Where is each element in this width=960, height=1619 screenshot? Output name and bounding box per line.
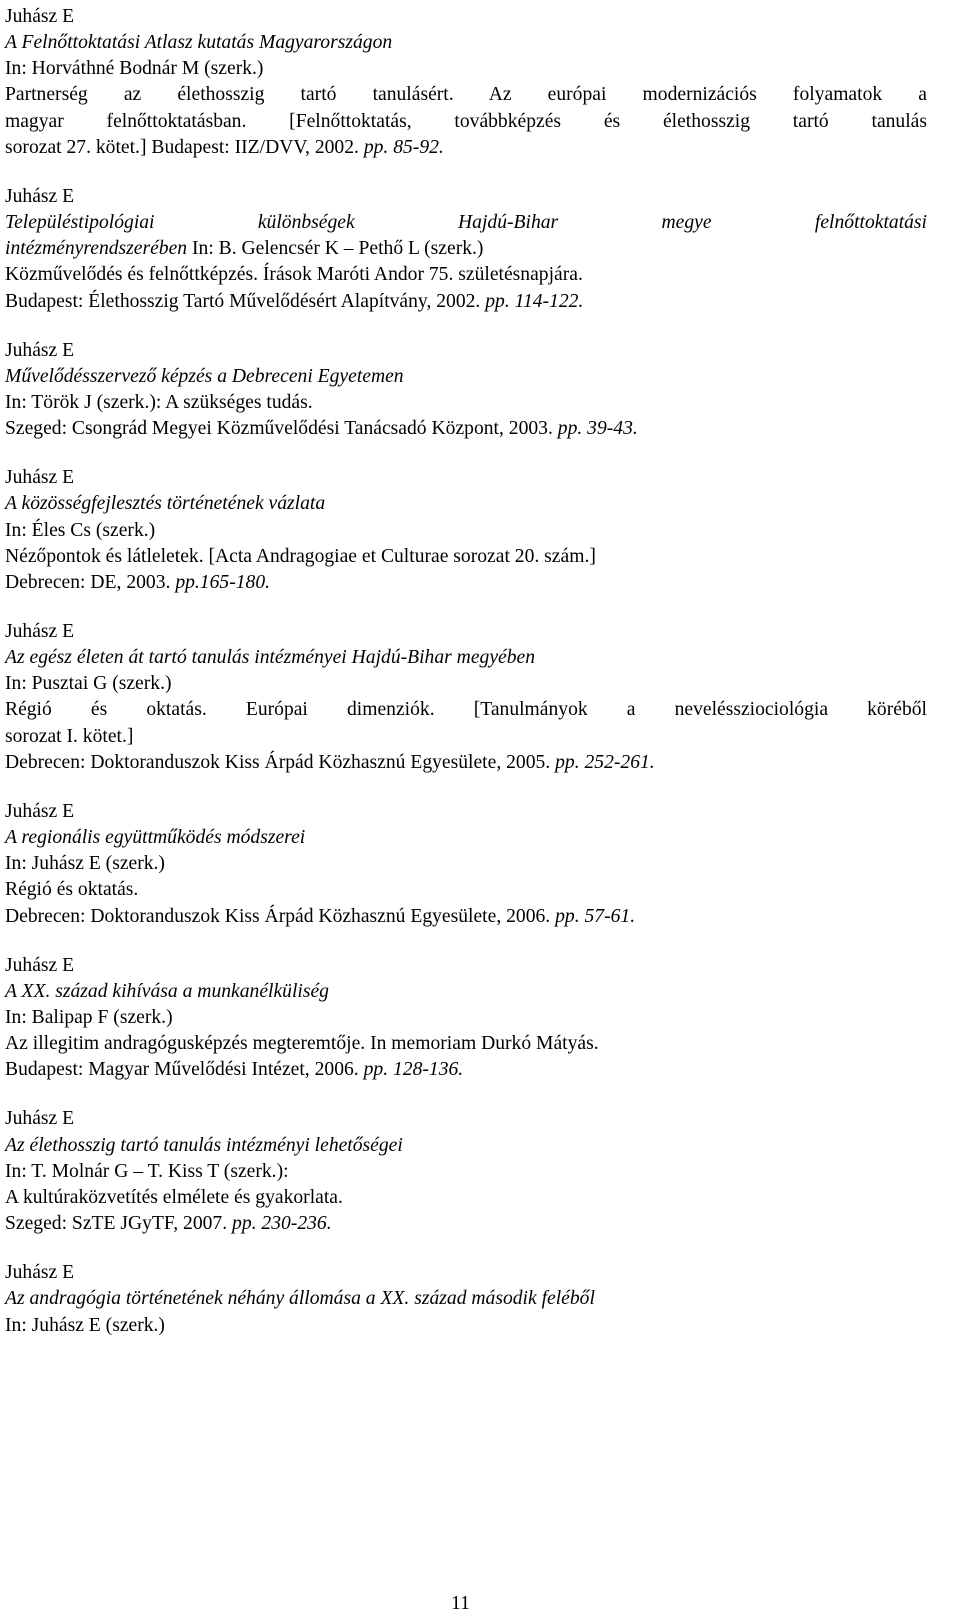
entry-author: Juhász E xyxy=(5,467,75,489)
text-segment: In: Török J (szerk.): A szükséges tudás. xyxy=(5,391,313,413)
entry-line xyxy=(5,1211,927,1237)
entry-author: Juhász E xyxy=(5,185,75,207)
text-segment: sorozat I. kötet.] xyxy=(5,725,134,747)
text-segment: In: Pusztai G (szerk.) xyxy=(5,673,172,695)
entry-line xyxy=(5,416,927,442)
entry-author: Juhász E xyxy=(5,339,75,361)
text-segment: Közművelődés és felnőttképzés. Írások Maróti Andor 75. születésnapjára. xyxy=(5,264,583,286)
entry-line xyxy=(5,1057,927,1083)
entry-line xyxy=(5,1005,927,1031)
entry-title: A Felnőttoktatási Atlasz kutatás Magyarországon xyxy=(5,32,393,54)
entry-line xyxy=(5,570,927,596)
italic-text: pp. 114-122. xyxy=(485,290,584,312)
entry-line xyxy=(5,1159,927,1185)
italic-text: pp. 128-136. xyxy=(363,1059,464,1081)
italic-text: pp. 252-261. xyxy=(555,751,655,773)
entry-title: Az élethosszig tartó tanulás intézményi lehetőségei xyxy=(5,1134,403,1156)
text-segment: Debrecen: DE, 2003. xyxy=(5,571,176,593)
entry-line xyxy=(5,1031,927,1057)
italic-text: pp. 230-236. xyxy=(232,1213,332,1234)
text-segment: Az illegitim andragógusképzés megteremtője. In memoriam Durkó Mátyás. xyxy=(5,1033,599,1055)
entry-title: A regionális együttműködés módszerei xyxy=(5,827,306,848)
entry-line xyxy=(5,210,927,236)
entry-author: Juhász E xyxy=(5,621,75,642)
entry-line xyxy=(5,1313,927,1339)
entry-line xyxy=(5,262,927,288)
text-segment: In: Juhász E (szerk.) xyxy=(5,853,165,875)
text-segment: In: Juhász E (szerk.) xyxy=(5,1314,165,1336)
text-segment: Régió és oktatás. Európai dimenziók. [Tanulmányok a neveléssziociológia köréből xyxy=(5,699,927,721)
italic-text: intézményrendszerében xyxy=(5,238,188,260)
entry-author: Juhász E xyxy=(5,1108,75,1130)
entry-line xyxy=(5,1185,927,1211)
text-segment: Partnerség az élethosszig tartó tanulásért. Az európai modernizációs folyamatok a xyxy=(5,84,927,106)
entry-author: Juhász E xyxy=(5,954,75,976)
entry-line xyxy=(5,390,927,416)
entry-line xyxy=(5,877,927,903)
entry-line xyxy=(5,82,927,108)
entry-line xyxy=(5,724,927,750)
text-segment: In: B. Gelencsér K – Pethő L (szerk.) xyxy=(187,238,484,260)
entry-line xyxy=(5,56,927,82)
text-segment: magyar felnőttoktatásban. [Felnőttoktatás, továbbképzés és élethosszig tartó tanulás xyxy=(5,110,927,132)
italic-text: Településtipológiai különbségek Hajdú-Bihar megye felnőttoktatási xyxy=(5,212,927,234)
entry-line xyxy=(5,671,927,697)
italic-text: pp.165-180. xyxy=(175,571,271,593)
italic-text: pp. 57-61. xyxy=(555,905,636,927)
text-segment: A kultúraközvetítés elmélete és gyakorlata. xyxy=(5,1186,343,1208)
text-segment: Nézőpontok és látleletek. [Acta Andragogiae et Culturae sorozat 20. szám.] xyxy=(5,545,596,567)
entry-line xyxy=(5,544,927,570)
entry-title: Az egész életen át tartó tanulás intézményei Hajdú-Bihar megyében xyxy=(5,647,535,669)
entry-title: A XX. század kihívása a munkanélküliség xyxy=(5,980,329,1002)
text-segment: Budapest: Élethosszig Tartó Művelődésért Alapítvány, 2002. xyxy=(5,290,486,312)
text-segment: In: Éles Cs (szerk.) xyxy=(5,519,156,541)
entry-line xyxy=(5,236,927,262)
entry-line xyxy=(5,851,927,877)
entry-line xyxy=(5,750,927,776)
entry-title: A közösségfejlesztés történetének vázlata xyxy=(5,493,326,515)
entry-author: Juhász E xyxy=(5,6,75,27)
text-segment: Budapest: Magyar Művelődési Intézet, 2006. xyxy=(5,1059,364,1081)
entry-line xyxy=(5,109,927,135)
text-segment: Debrecen: Doktoranduszok Kiss Árpád Közhasznú Egyesülete, 2006. xyxy=(5,905,556,927)
entry-author: Juhász E xyxy=(5,800,75,822)
text-segment: Szeged: SzTE JGyTF, 2007. xyxy=(5,1213,233,1234)
text-segment: In: Horváthné Bodnár M (szerk.) xyxy=(5,58,264,80)
entry-author: Juhász E xyxy=(5,1262,75,1284)
text-segment: sorozat 27. kötet.] Budapest: IIZ/DVV, 2002. xyxy=(5,136,364,158)
entry-line xyxy=(5,289,927,315)
entry-line xyxy=(5,518,927,544)
text-segment: Régió és oktatás. xyxy=(5,879,139,901)
entry-title: Művelődésszervező képzés a Debreceni Egyetemen xyxy=(5,365,404,387)
entry-line xyxy=(5,135,927,161)
page-number: 11 xyxy=(451,1593,470,1614)
italic-text: pp. 85-92. xyxy=(363,136,444,158)
italic-text: pp. 39-43. xyxy=(557,418,638,440)
text-segment: Debrecen: Doktoranduszok Kiss Árpád Közhasznú Egyesülete, 2005. xyxy=(5,751,556,773)
text-segment: Szeged: Csongrád Megyei Közművelődési Tanácsadó Központ, 2003. xyxy=(5,418,558,440)
text-segment: In: Balipap F (szerk.) xyxy=(5,1006,173,1028)
text-segment: In: T. Molnár G – T. Kiss T (szerk.): xyxy=(5,1160,289,1182)
entry-line xyxy=(5,904,927,930)
entry-line xyxy=(5,697,927,723)
entry-title: Az andragógia történetének néhány állomása a XX. század második feléből xyxy=(5,1288,595,1310)
